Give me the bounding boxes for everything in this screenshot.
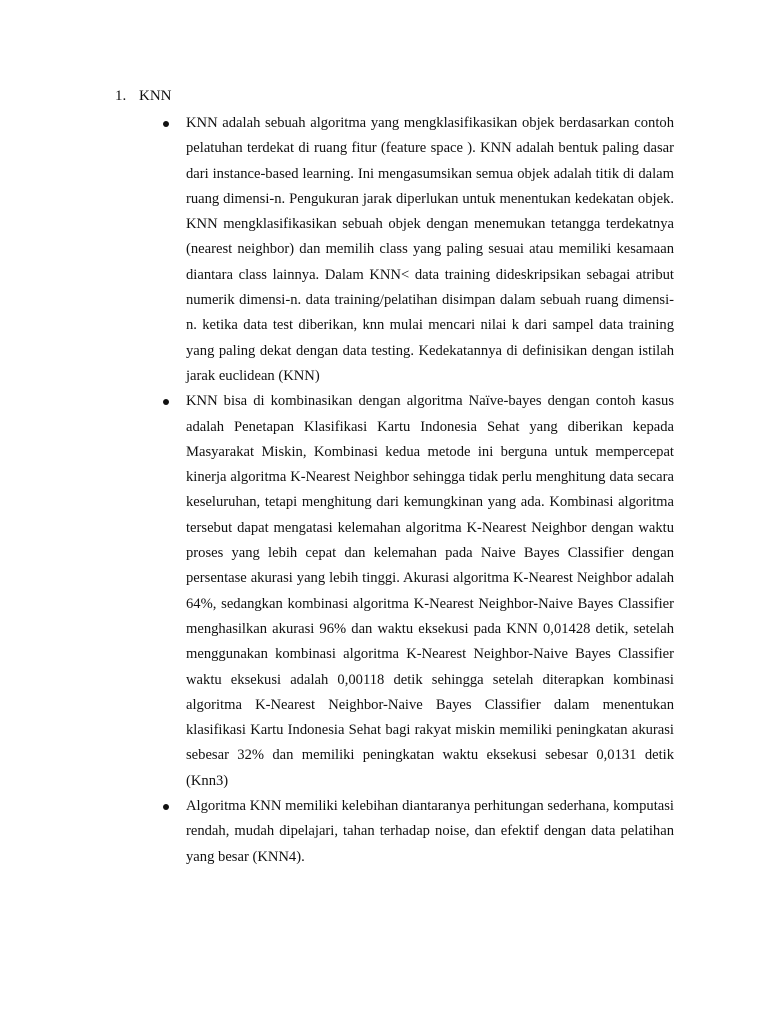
bullet-text: Algoritma KNN memiliki kelebihan diantaranya perhitungan sederhana, komputasi rendah, mudah dipelajari, tahan terhadap noise, dan efektif dengan data pelatihan yang besar (KNN4). [186, 798, 674, 865]
section-number: 1. [115, 88, 127, 104]
section-title: KNN [139, 88, 172, 104]
bullet-dot-icon [163, 804, 169, 810]
bullet-dot-icon [163, 121, 169, 127]
bullet-item [186, 794, 674, 870]
bullet-dot-icon [163, 399, 169, 405]
bullet-text: KNN adalah sebuah algoritma yang mengklasifikasikan objek berdasarkan contoh pelatuhan terdekat di ruang fitur (feature space ). KNN adalah bentuk paling dasar dari instance-based learning. Ini mengasumsikan semua objek adalah titik di dalam ruang dimensi-n. Pengukuran jarak diperlukan untuk menentukan kedekatan objek. KNN mengklasifikasikan sebuah objek dengan menemukan tetangga terdekatnya (nearest neighbor) dan memilih class yang paling sesuai atau memiliki kesamaan diantara class lainnya. Dalam KNN< data training dideskripsikan sebagai atribut numerik dimensi-n. data training/pelatihan disimpan dalam sebuah ruang dimensi-n. ketika data test diberikan, knn mulai mencari nilai k dari sampel data training yang paling dekat dengan data testing. Kedekatannya di definisikan dengan istilah jarak euclidean (KNN) [186, 115, 674, 384]
bullet-item [186, 111, 674, 389]
section-heading [115, 86, 172, 106]
bullet-text: KNN bisa di kombinasikan dengan algoritma Naïve-bayes dengan contoh kasus adalah Penetapan Klasifikasi Kartu Indonesia Sehat yang diberikan kepada Masyarakat Miskin, Kombinasi kedua metode ini berguna untuk mempercepat kinerja algoritma K-Nearest Neighbor sehingga tidak perlu menghitung data secara keseluruhan, tetapi menghitung dari kemungkinan yang ada. Kombinasi algoritma tersebut dapat mengatasi kelemahan algoritma K-Nearest Neighbor dengan waktu proses yang lebih cepat dan kelemahan pada Naive Bayes Classifier dengan persentase akurasi yang lebih tinggi. Akurasi algoritma K-Nearest Neighbor adalah 64%, sedangkan kombinasi algoritma K-Nearest Neighbor-Naive Bayes Classifier menghasilkan akurasi 96% dan waktu eksekusi pada KNN 0,01428 detik, setelah menggunakan kombinasi algoritma K-Nearest Neighbor-Naive Bayes Classifier waktu eksekusi adalah 0,00118 detik sehingga setelah diterapkan kombinasi algoritma K-Nearest Neighbor-Naive Bayes Classifier dalam menentukan klasifikasi Kartu Indonesia Sehat bagi rakyat miskin memiliki peningkatan akurasi sebesar 32% dan memiliki peningkatan waktu eksekusi sebesar 0,0131 detik (Knn3) [186, 393, 674, 789]
bullet-list [186, 111, 674, 870]
bullet-item [186, 389, 674, 794]
